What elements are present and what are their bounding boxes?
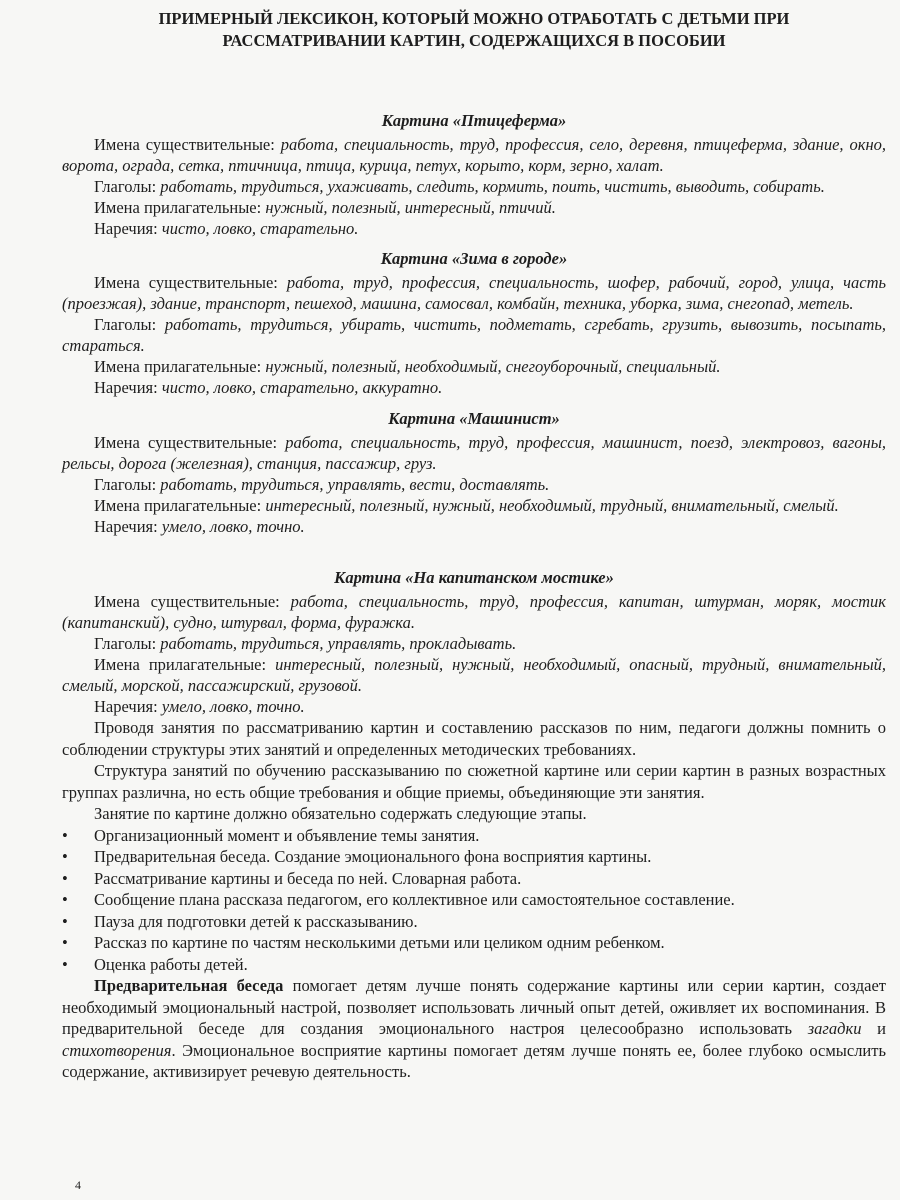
adjectives-label: Имена прилагательные: [94, 655, 276, 674]
verbs-line [62, 633, 886, 654]
adverbs-list: умело, ловко, точно. [161, 517, 305, 536]
list-item-text: Организационный момент и объявление темы занятия. [94, 825, 480, 845]
section-title: Картина «Птицеферма» [381, 111, 567, 130]
list-item-text: Рассказ по картине по частям несколькими детьми или целиком одним ребенком. [94, 933, 665, 952]
bullet-icon: • [62, 868, 68, 888]
page [62, 8, 886, 1083]
list-item [62, 825, 886, 847]
verbs-list: работать, трудиться, убирать, чистить, подметать, сгребать, грузить, вывозить, посыпать, стараться. [62, 315, 887, 355]
text-fragment: . Эмоциональное восприятие картины помогает детям лучше понять ее, более глубоко осмыслить содержание, активизирует речевую деятельность. [62, 1040, 886, 1081]
adverbs-label: Наречия: [94, 378, 162, 397]
nouns-list: работа, специальность, труд, профессия, машинист, поезд, электровоз, вагоны, рельсы, дорога (железная), станция, пассажир, груз. [62, 433, 887, 473]
verbs-label: Глаголы: [94, 475, 161, 494]
adjectives-list: нужный, полезный, интересный, птичий. [265, 198, 556, 217]
verbs-label: Глаголы: [94, 177, 161, 196]
verbs-list: работать, трудиться, управлять, прокладывать. [160, 634, 517, 653]
verbs-list: работать, трудиться, управлять, вести, доставлять. [160, 475, 550, 494]
adverbs-line [62, 516, 886, 537]
adjectives-label: Имена прилагательные: [94, 357, 266, 376]
bullet-icon: • [62, 954, 68, 974]
adjectives-line [62, 495, 886, 516]
nouns-list: работа, труд, профессия, специальность, шофер, рабочий, город, улица, часть (проезжая), здание, транспорт, пешеход, машина, самосвал, комбайн, техника, уборка, зима, снегопад, метель. [62, 273, 887, 313]
page-number: 4 [75, 1178, 81, 1192]
paragraph: Структура занятий по обучению рассказыванию по сюжетной картине или серии картин в разных возрастных группах различна, но есть общие требования и общие приемы, объединяющие эти занятия. [62, 761, 886, 802]
nouns-line [62, 272, 886, 314]
verbs-label: Глаголы: [94, 634, 161, 653]
section-mashinist [62, 408, 886, 537]
section-zima [62, 248, 886, 398]
list-item-text: Предварительная беседа. Создание эмоционального фона восприятия картины. [94, 847, 652, 866]
adjectives-list: нужный, полезный, необходимый, снегоуборочный, специальный. [265, 357, 721, 376]
verbs-label: Глаголы: [94, 315, 165, 334]
nouns-label: Имена существительные: [94, 135, 281, 154]
list-item-text: Сообщение плана рассказа педагогом, его коллективное или самостоятельное составление. [94, 890, 735, 909]
list-item [62, 932, 886, 954]
list-item-text: Пауза для подготовки детей к рассказыванию. [94, 911, 418, 931]
bullet-icon: • [62, 933, 68, 952]
adverbs-line [62, 218, 886, 239]
adverbs-label: Наречия: [94, 517, 162, 536]
adverbs-list: чисто, ловко, старательно, аккуратно. [161, 378, 443, 397]
verbs-line [62, 314, 886, 356]
adjectives-line [62, 356, 886, 377]
list-item [62, 911, 886, 933]
adjectives-line [62, 197, 886, 218]
bullet-icon: • [62, 847, 68, 866]
nouns-label: Имена существительные: [94, 592, 291, 611]
list-item [62, 954, 886, 976]
heading-line-1: ПРИМЕРНЫЙ ЛЕКСИКОН, КОТОРЫЙ МОЖНО ОТРАБОТАТЬ С ДЕТЬМИ ПРИ [158, 9, 790, 28]
verbs-line [62, 474, 886, 495]
section-ptitseferma [62, 110, 886, 239]
nouns-line [62, 432, 886, 474]
nouns-label: Имена существительные: [94, 273, 287, 292]
list-item-text: Оценка работы детей. [94, 954, 248, 974]
list-item [62, 868, 886, 890]
verbs-line [62, 176, 886, 197]
heading-line-2: РАССМАТРИВАНИИ КАРТИН, СОДЕРЖАЩИХСЯ В ПОСОБИИ [222, 31, 726, 50]
bullet-icon: • [62, 890, 68, 909]
adjectives-label: Имена прилагательные: [94, 198, 266, 217]
adjectives-list: интересный, полезный, нужный, необходимый, опасный, трудный, внимательный, смелый, морской, пассажирский, грузовой. [62, 655, 886, 695]
list-item [62, 889, 886, 911]
list-item-text: Рассматривание картины и беседа по ней. Словарная работа. [94, 868, 522, 888]
adverbs-label: Наречия: [94, 697, 162, 716]
text-fragment: и [861, 1019, 886, 1038]
list-item [62, 846, 886, 868]
adjectives-line [62, 654, 886, 696]
nouns-list: работа, специальность, труд, профессия, село, деревня, птицеферма, здание, окно, ворота, ограда, сетка, птичница, птица, курица, петух, корыто, корм, зерно, халат. [62, 135, 887, 175]
nouns-label: Имена существительные: [94, 433, 286, 452]
section-title: Картина «На капитанском мостике» [334, 568, 614, 587]
bullet-icon: • [62, 825, 68, 845]
nouns-list: работа, специальность, труд, профессия, капитан, штурман, моряк, мостик (капитанский), судно, штурвал, форма, фуражка. [62, 592, 886, 632]
italic-term: загадки [807, 1019, 862, 1038]
final-paragraph [62, 975, 886, 1083]
verbs-list: работать, трудиться, ухаживать, следить, кормить, поить, чистить, выводить, собирать. [160, 177, 825, 196]
nouns-line [62, 591, 886, 633]
italic-term: стихотворения [62, 1040, 172, 1060]
adverbs-line [62, 377, 886, 398]
text-fragment: помогает детям лучше понять содержание картины или серии картин, создает необходимый эмоциональный настрой, позволяет использовать личный опыт детей, оживляет их воспоминания. В предварительной беседе для создания эмоционального настроя целесообразно использовать [62, 976, 887, 1038]
page-heading [62, 8, 886, 52]
stages-list [62, 825, 886, 976]
section-kapitan [62, 567, 886, 717]
adjectives-label: Имена прилагательные: [94, 496, 266, 515]
nouns-line [62, 134, 886, 176]
adverbs-list: умело, ловко, точно. [161, 697, 305, 716]
paragraph: Проводя занятия по рассматриванию картин и составлению рассказов по ним, педагоги должны помнить о соблюдении структуры этих занятий и определенных методических требованиях. [62, 718, 886, 759]
adverbs-line [62, 696, 886, 717]
section-title: Картина «Машинист» [388, 409, 560, 428]
section-title: Картина «Зима в городе» [380, 249, 568, 268]
methodology-text [62, 717, 886, 1083]
adjectives-list: интересный, полезный, нужный, необходимый, трудный, внимательный, смелый. [265, 496, 839, 515]
bullet-icon: • [62, 911, 68, 931]
adverbs-label: Наречия: [94, 219, 162, 238]
adverbs-list: чисто, ловко, старательно. [161, 219, 359, 238]
paragraph: Занятие по картине должно обязательно содержать следующие этапы. [94, 804, 587, 823]
bold-term: Предварительная беседа [94, 976, 284, 995]
